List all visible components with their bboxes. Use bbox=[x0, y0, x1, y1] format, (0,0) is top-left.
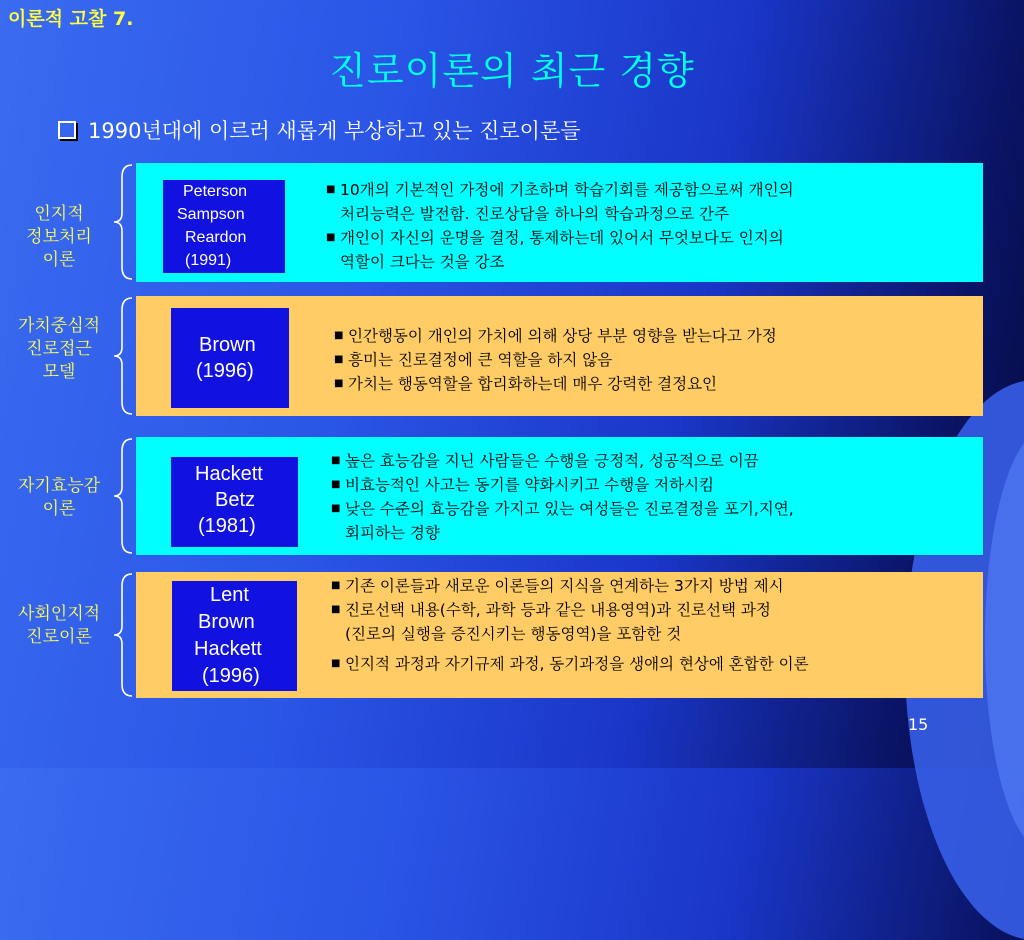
brace-icon bbox=[112, 163, 134, 281]
list-item: ■ 흥미는 진로결정에 큰 역할을 하지 않음 bbox=[334, 348, 777, 372]
theory-panel-value-based bbox=[136, 296, 983, 416]
author-box bbox=[172, 581, 297, 691]
author-year: (1981) bbox=[198, 515, 256, 537]
row-label-line: 이론 bbox=[42, 499, 76, 519]
row-label-line: 가치중심적 bbox=[17, 316, 101, 336]
list-item: ■ 인간행동이 개인의 가치에 의해 상당 부분 영향을 받는다고 가정 bbox=[334, 324, 777, 348]
row-label-self-efficacy bbox=[0, 475, 118, 521]
row-label-cognitive bbox=[0, 203, 118, 272]
author-year: (1991) bbox=[185, 252, 232, 269]
theory-panel-self-efficacy bbox=[136, 437, 983, 555]
list-item: ■ 높은 효능감을 지닌 사람들은 수행을 긍정적, 성공적으로 이끔 bbox=[331, 449, 794, 473]
row-label-line: 진로접근 bbox=[26, 339, 92, 359]
list-item: ■ 진로선택 내용(수학, 과학 등과 같은 내용영역)과 진로선택 과정 bbox=[331, 598, 809, 622]
list-item: 회피하는 경향 bbox=[345, 524, 440, 542]
list-item: ■ 10개의 기본적인 가정에 기초하며 학습기회를 제공함으로써 개인의 bbox=[326, 178, 794, 202]
section-label: 이론적 고찰 7. bbox=[8, 8, 134, 30]
list-item: ■ 기존 이론들과 새로운 이론들의 지식을 연계하는 3가지 방법 제시 bbox=[331, 574, 809, 598]
list-item: ■ 개인이 자신의 운명을 결정, 통제하는데 있어서 무엇보다도 인지의 bbox=[326, 226, 794, 250]
page-number: 15 bbox=[908, 715, 929, 734]
author-name: Peterson bbox=[183, 183, 248, 200]
theory-description bbox=[334, 324, 777, 396]
row-label-line: 정보처리 bbox=[26, 227, 92, 247]
subtitle-row bbox=[58, 115, 581, 145]
author-name: Sampson bbox=[177, 206, 245, 223]
brace-icon bbox=[112, 572, 134, 698]
theory-panel-cognitive bbox=[136, 163, 983, 282]
brace-icon bbox=[112, 296, 134, 416]
bullet-icon: ■ bbox=[334, 354, 344, 365]
bullet-icon: ■ bbox=[331, 580, 341, 591]
bullet-icon: ■ bbox=[331, 455, 341, 466]
bullet-icon: ■ bbox=[331, 479, 341, 490]
list-item: ■ 인지적 과정과 자기규제 과정, 동기과정을 생애의 현상에 혼합한 이론 bbox=[331, 652, 809, 676]
author-name: Lent bbox=[210, 584, 249, 606]
slide-title: 진로이론의 최근 경향 bbox=[329, 49, 695, 93]
author-box bbox=[163, 180, 285, 273]
author-name: Hackett bbox=[195, 463, 263, 485]
list-item: ■ 낮은 수준의 효능감을 가지고 있는 여성들은 진로결정을 포기,지연, bbox=[331, 497, 794, 521]
author-box bbox=[171, 457, 298, 547]
row-label-social-cognitive bbox=[0, 603, 118, 649]
bullet-icon: ■ bbox=[331, 658, 341, 669]
brace-icon bbox=[112, 437, 134, 555]
author-name: Brown bbox=[198, 611, 255, 633]
list-item: (진로의 실행을 증진시키는 행동영역)을 포함한 것 bbox=[345, 625, 682, 643]
theory-description bbox=[331, 574, 809, 676]
list-item: 처리능력은 발전함. 진로상담을 하나의 학습과정으로 간주 bbox=[340, 205, 729, 223]
author-year: (1996) bbox=[202, 665, 260, 687]
list-item: 역할이 크다는 것을 강조 bbox=[340, 253, 505, 271]
author-name: Hackett bbox=[194, 638, 262, 660]
square-bullet-icon bbox=[58, 121, 76, 139]
bullet-icon: ■ bbox=[326, 184, 336, 195]
row-label-value-based bbox=[0, 315, 118, 384]
subtitle-text: 1990년대에 이르러 새롭게 부상하고 있는 진로이론들 bbox=[88, 119, 581, 143]
row-label-line: 모델 bbox=[42, 362, 76, 382]
bullet-icon: ■ bbox=[331, 503, 341, 514]
theory-description bbox=[326, 178, 794, 274]
bullet-icon: ■ bbox=[331, 604, 341, 615]
bullet-icon: ■ bbox=[334, 378, 344, 389]
row-label-line: 인지적 bbox=[34, 204, 84, 224]
list-item: ■ 가치는 행동역할을 합리화하는데 매우 강력한 결정요인 bbox=[334, 372, 777, 396]
author-name: Brown bbox=[199, 334, 256, 356]
author-year: (1996) bbox=[196, 360, 254, 382]
author-box bbox=[171, 308, 289, 408]
bullet-icon: ■ bbox=[326, 232, 336, 243]
author-name: Reardon bbox=[185, 229, 247, 246]
bullet-icon: ■ bbox=[334, 330, 344, 341]
theory-panel-social-cognitive bbox=[136, 572, 983, 698]
row-label-line: 사회인지적 bbox=[17, 604, 101, 624]
author-name: Betz bbox=[215, 489, 256, 511]
row-label-line: 이론 bbox=[42, 250, 76, 270]
row-label-line: 진로이론 bbox=[26, 627, 92, 647]
theory-description bbox=[331, 449, 794, 545]
list-item: ■ 비효능적인 사고는 동기를 약화시키고 수행을 저하시킴 bbox=[331, 473, 794, 497]
row-label-line: 자기효능감 bbox=[17, 476, 101, 496]
